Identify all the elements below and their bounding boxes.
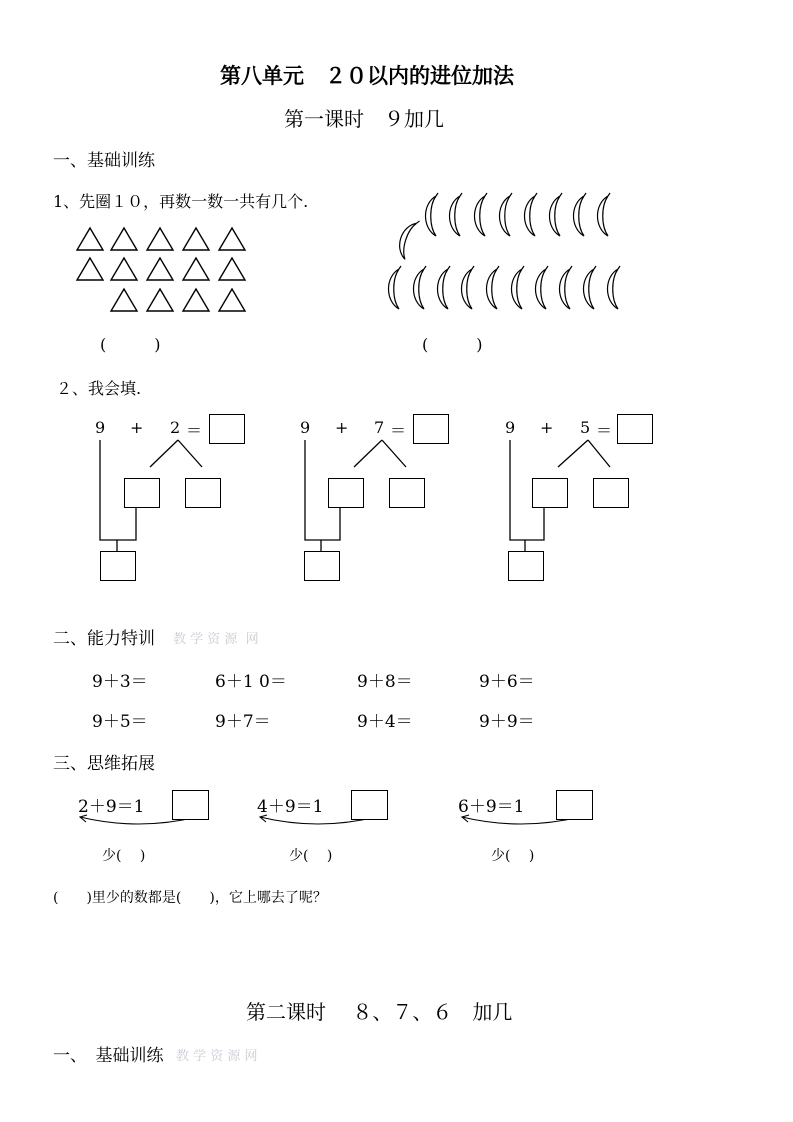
decomp-3-part-a-box[interactable] (532, 478, 568, 508)
exercise-5[interactable]: 9＋5＝ (92, 712, 148, 732)
question-1-text: 1、先圈１０，再数一数一共有几个. (53, 192, 309, 211)
triangle-icon (219, 228, 245, 250)
triangle-icon (111, 289, 137, 311)
thinking-1-box[interactable] (172, 790, 209, 820)
question-2-text: ２、我会填. (56, 379, 142, 398)
exercise-4[interactable]: 9＋6＝ (479, 672, 535, 692)
thinking-2-expr: 4＋9＝1 (257, 797, 324, 817)
decomp-2-a: 9 (300, 418, 311, 437)
triangle-icon (183, 258, 209, 280)
banana-group (389, 193, 621, 309)
watermark-text: 教 学 资 源 网 (173, 632, 259, 647)
triangle-icon (183, 289, 209, 311)
triangle-icon (147, 289, 173, 311)
section-ability-training: 二、能力特训 (53, 629, 155, 649)
banana-icon (512, 266, 525, 309)
decomp-2-result-box[interactable] (413, 414, 449, 444)
banana-icon (395, 217, 420, 260)
decomp-3-a: 9 (505, 418, 516, 437)
decomp-1-part-a-box[interactable] (124, 478, 160, 508)
thinking-3-expr: 6＋9＝1 (458, 797, 525, 817)
banana-icon (462, 266, 475, 309)
thinking-3-box[interactable] (556, 790, 593, 820)
banana-icon (598, 193, 611, 236)
exercise-6[interactable]: 9＋7＝ (215, 712, 271, 732)
decomp-1-a: 9 (95, 418, 106, 437)
triangle-group (77, 228, 245, 311)
exercise-8[interactable]: 9＋9＝ (479, 712, 535, 732)
triangle-icon (183, 228, 209, 250)
thinking-3-less[interactable]: 少( ) (491, 848, 535, 864)
banana-icon (500, 193, 513, 236)
triangle-icon (219, 258, 245, 280)
banana-icon (487, 266, 500, 309)
decomp-1-ten-box[interactable] (100, 551, 136, 581)
decomp-3-ten-box[interactable] (508, 551, 544, 581)
decomp-1-part-b-box[interactable] (185, 478, 221, 508)
decomp-3-part-b-box[interactable] (593, 478, 629, 508)
banana-icon (414, 266, 427, 309)
banana-icon (426, 193, 439, 236)
banana-icon (450, 193, 463, 236)
banana-icon (438, 266, 451, 309)
decomp-1-result-box[interactable] (209, 414, 245, 444)
thinking-2-less[interactable]: 少( ) (289, 848, 333, 864)
decomp-3-b: 5 (580, 418, 591, 437)
lesson-2-watermark: 教 学 资 源 网 (176, 1049, 258, 1064)
lesson-2-title: 第二课时 ８、７、６ 加几 (246, 1000, 513, 1024)
triangle-icon (77, 258, 103, 280)
decomp-3-result-box[interactable] (617, 414, 653, 444)
decomp-1-b: 2 (170, 418, 181, 437)
exercise-2[interactable]: 6＋1 0＝ (215, 672, 287, 692)
lesson-2-section-basic: 一、 基础训练 (53, 1046, 164, 1066)
banana-icon (574, 193, 587, 236)
decomp-2-op: + (335, 418, 349, 437)
triangle-icon (147, 228, 173, 250)
banana-icon (584, 266, 597, 309)
decomp-2-part-a-box[interactable] (328, 478, 364, 508)
decomp-1-op: + (130, 418, 144, 437)
banana-icon (560, 266, 573, 309)
thinking-question: ( )里少的数都是( )，它上哪去了呢？ (53, 890, 327, 906)
banana-icon (389, 266, 402, 309)
triangle-icon (111, 228, 137, 250)
lesson-1-title: 第一课时 ９加几 (284, 107, 444, 131)
exercise-3[interactable]: 9＋8＝ (357, 672, 413, 692)
banana-icon (525, 193, 538, 236)
thinking-1-expr: 2＋9＝1 (78, 797, 145, 817)
banana-icon (536, 266, 549, 309)
decomp-2-eq: ＝ (390, 421, 407, 440)
thinking-1-less[interactable]: 少( ) (102, 848, 146, 864)
exercise-1[interactable]: 9＋3＝ (92, 672, 148, 692)
exercise-7[interactable]: 9＋4＝ (357, 712, 413, 732)
banana-count-answer[interactable]: ( ) (422, 335, 483, 354)
page-title: 第八单元 ２０以内的进位加法 (220, 63, 514, 88)
banana-icon (608, 266, 621, 309)
decomp-2-part-b-box[interactable] (389, 478, 425, 508)
banana-icon (550, 193, 563, 236)
decomp-2-b: 7 (374, 418, 385, 437)
section-basic-training: 一、基础训练 (53, 151, 155, 171)
thinking-2-box[interactable] (351, 790, 388, 820)
triangle-icon (147, 258, 173, 280)
triangle-icon (219, 289, 245, 311)
decomp-2-ten-box[interactable] (304, 551, 340, 581)
section-thinking-extension: 三、思维拓展 (53, 754, 155, 774)
triangle-icon (111, 258, 137, 280)
banana-icon (475, 193, 488, 236)
triangle-icon (77, 228, 103, 250)
decomp-3-op: + (540, 418, 554, 437)
decomp-1-eq: ＝ (186, 421, 203, 440)
triangle-count-answer[interactable]: ( ) (100, 335, 161, 354)
decomp-3-eq: ＝ (596, 421, 613, 440)
